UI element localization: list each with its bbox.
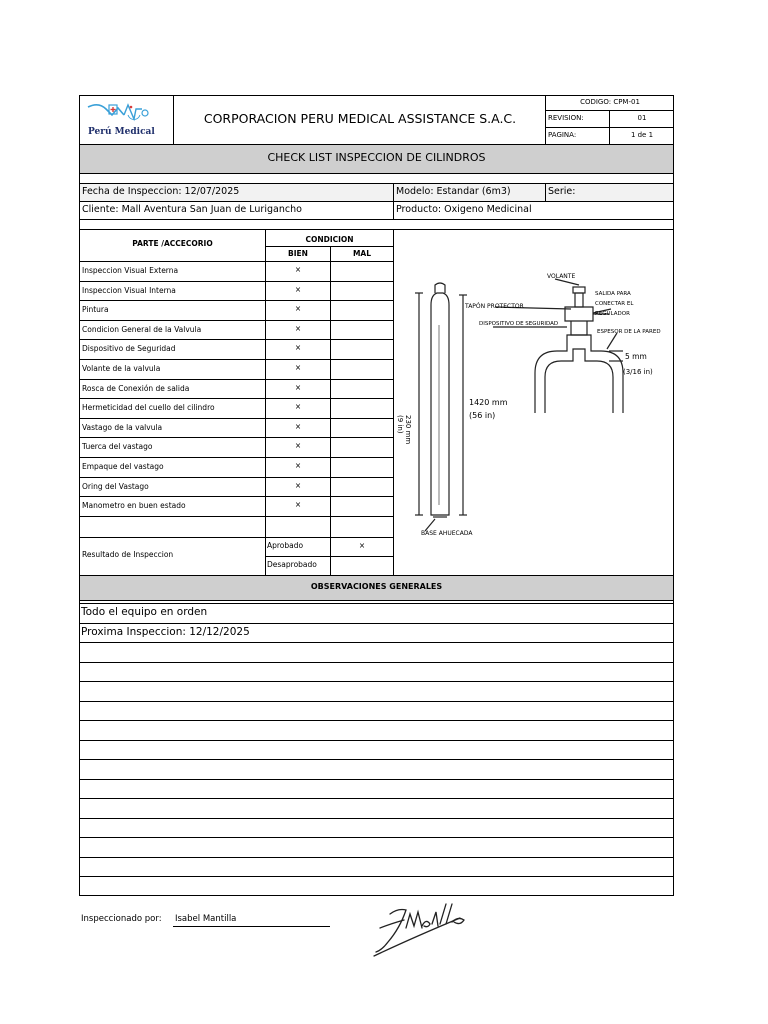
desaprobado-label: Desaprobado (267, 560, 317, 569)
row-parte: Dispositivo de Seguridad (82, 344, 176, 354)
producto: Producto: Oxigeno Medicinal (396, 204, 532, 215)
label-salida-3: REGULADOR (595, 311, 630, 317)
pagina-label: PAGINA: (548, 131, 577, 139)
label-tapon: TAPÓN PROTECTOR (465, 303, 524, 310)
label-1420: 1420 mm (469, 398, 508, 407)
company-name: CORPORACION PERU MEDICAL ASSISTANCE S.A.C. (203, 111, 517, 126)
document-code: CODIGO: CPM-01 (580, 98, 640, 106)
aprobado-label: Aprobado (267, 541, 304, 550)
logo-text: Perú Medical (88, 127, 155, 137)
page-title: CHECK LIST INSPECCION DE CILINDROS (267, 151, 486, 164)
cylinder-diagram (395, 265, 673, 545)
table-row-line (79, 281, 393, 282)
label-dispositivo: DISPOSITIVO DE SEGURIDAD (479, 321, 559, 327)
header-line (545, 110, 674, 111)
line (79, 173, 674, 174)
observacion-rule (79, 779, 674, 780)
row-parte: Inspeccion Visual Externa (82, 266, 179, 275)
observacion-rule (79, 720, 674, 721)
aprobado-mark: × (358, 541, 366, 550)
observacion-line: Todo el equipo en orden (81, 606, 208, 618)
table-row-line (79, 339, 393, 340)
header-divider (173, 96, 174, 144)
line (79, 603, 674, 604)
table-row-line (79, 496, 393, 497)
row-bien-mark: × (294, 402, 302, 412)
revision-value: 01 (637, 114, 647, 122)
observacion-rule (79, 623, 674, 624)
row-bien-mark: × (294, 480, 302, 490)
line (79, 229, 674, 230)
row-bien-mark: × (294, 363, 302, 372)
observacion-rule (79, 701, 674, 702)
row-parte: Tuerca del vastago (82, 442, 153, 452)
table-row-line (79, 457, 393, 458)
line (79, 219, 674, 220)
observacion-rule (79, 876, 674, 877)
condicion-header: CONDICION (305, 235, 354, 244)
label-56in: (56 in) (469, 411, 496, 420)
fecha-inspeccion: Fecha de Inspeccion: 12/07/2025 (82, 186, 240, 197)
table-row-line (79, 398, 393, 399)
line (79, 600, 674, 601)
label-3-16: (3/16 in) (623, 368, 653, 376)
observacion-rule (79, 642, 674, 643)
label-9in: (9 in) (396, 415, 404, 434)
observacion-rule (79, 740, 674, 741)
observacion-rule (79, 837, 674, 838)
handwritten-signature-icon (360, 898, 472, 960)
table-row-line (79, 300, 393, 301)
row-parte: Inspeccion Visual Interna (82, 285, 176, 295)
row-bien-mark: × (294, 500, 302, 510)
info-divider (545, 183, 546, 201)
observacion-rule (79, 857, 674, 858)
observacion-rule (79, 798, 674, 799)
label-base: BASE AHUECADA (421, 530, 473, 537)
table-row-line (79, 359, 393, 360)
row-parte: Rosca de Conexión de salida (82, 383, 190, 393)
observacion-rule (79, 818, 674, 819)
table-row-line (79, 516, 393, 517)
line (79, 537, 393, 538)
row-parte: Volante de la valvula (82, 364, 161, 373)
row-bien-mark: × (294, 323, 302, 333)
signature (360, 898, 472, 960)
signature-line (173, 926, 330, 927)
table-divider (330, 246, 331, 575)
row-parte: Vastago de la valvula (82, 422, 163, 432)
observacion-line: Proxima Inspeccion: 12/12/2025 (81, 625, 250, 638)
label-salida-2: CONECTAR EL (595, 301, 634, 307)
line (79, 201, 674, 202)
table-row-line (79, 379, 393, 380)
resultado-label: Resultado de Inspeccion (82, 550, 174, 559)
table-row-line (79, 418, 393, 419)
line (265, 556, 393, 557)
cliente: Cliente: Mall Aventura San Juan de Lurigancho (82, 204, 302, 215)
label-5mm: 5 mm (625, 352, 647, 361)
row-bien-mark: × (294, 421, 302, 431)
table-row-line (79, 437, 393, 438)
inspeccionado-label: Inspeccionado por: (81, 914, 162, 924)
pagina-value: 1 de 1 (630, 131, 654, 139)
row-parte: Hermeticidad del cuello del cilindro (82, 403, 215, 413)
row-parte: Condicion General de la Valvula (82, 324, 202, 334)
revision-label: REVISION: (548, 114, 584, 122)
observacion-rule (79, 662, 674, 663)
table-divider (393, 229, 394, 575)
observacion-rule (79, 681, 674, 682)
mal-header: MAL (352, 249, 372, 258)
row-bien-mark: × (294, 382, 302, 392)
modelo: Modelo: Estandar (6m3) (396, 186, 511, 197)
label-230: 230 mm (404, 415, 412, 445)
line (265, 246, 393, 247)
observaciones-header: OBSERVACIONES GENERALES (310, 582, 443, 591)
row-bien-mark: × (294, 265, 302, 274)
row-bien-mark: × (294, 441, 302, 451)
row-bien-mark: × (294, 343, 302, 353)
label-espesor: ESPESOR DE LA PARED (597, 329, 661, 335)
row-parte: Pintura (82, 305, 109, 315)
row-parte: Manometro en buen estado (82, 501, 186, 511)
row-bien-mark: × (294, 461, 302, 470)
bien-header: BIEN (288, 249, 308, 258)
inspector-name: Isabel Mantilla (175, 914, 237, 924)
line (79, 261, 393, 262)
row-bien-mark: × (294, 284, 302, 294)
table-row-line (79, 477, 393, 478)
label-salida-1: SALIDA PARA (595, 291, 631, 297)
parte-header: PARTE /ACCECORIO (132, 239, 213, 248)
table-row-line (79, 320, 393, 321)
row-parte: Empaque del vastago (82, 462, 164, 471)
serie: Serie: (548, 186, 576, 197)
label-volante: VOLANTE (547, 273, 576, 280)
observacion-rule (79, 759, 674, 760)
row-bien-mark: × (294, 304, 302, 314)
row-parte: Oring del Vastago (82, 481, 149, 491)
header-line (545, 127, 674, 128)
